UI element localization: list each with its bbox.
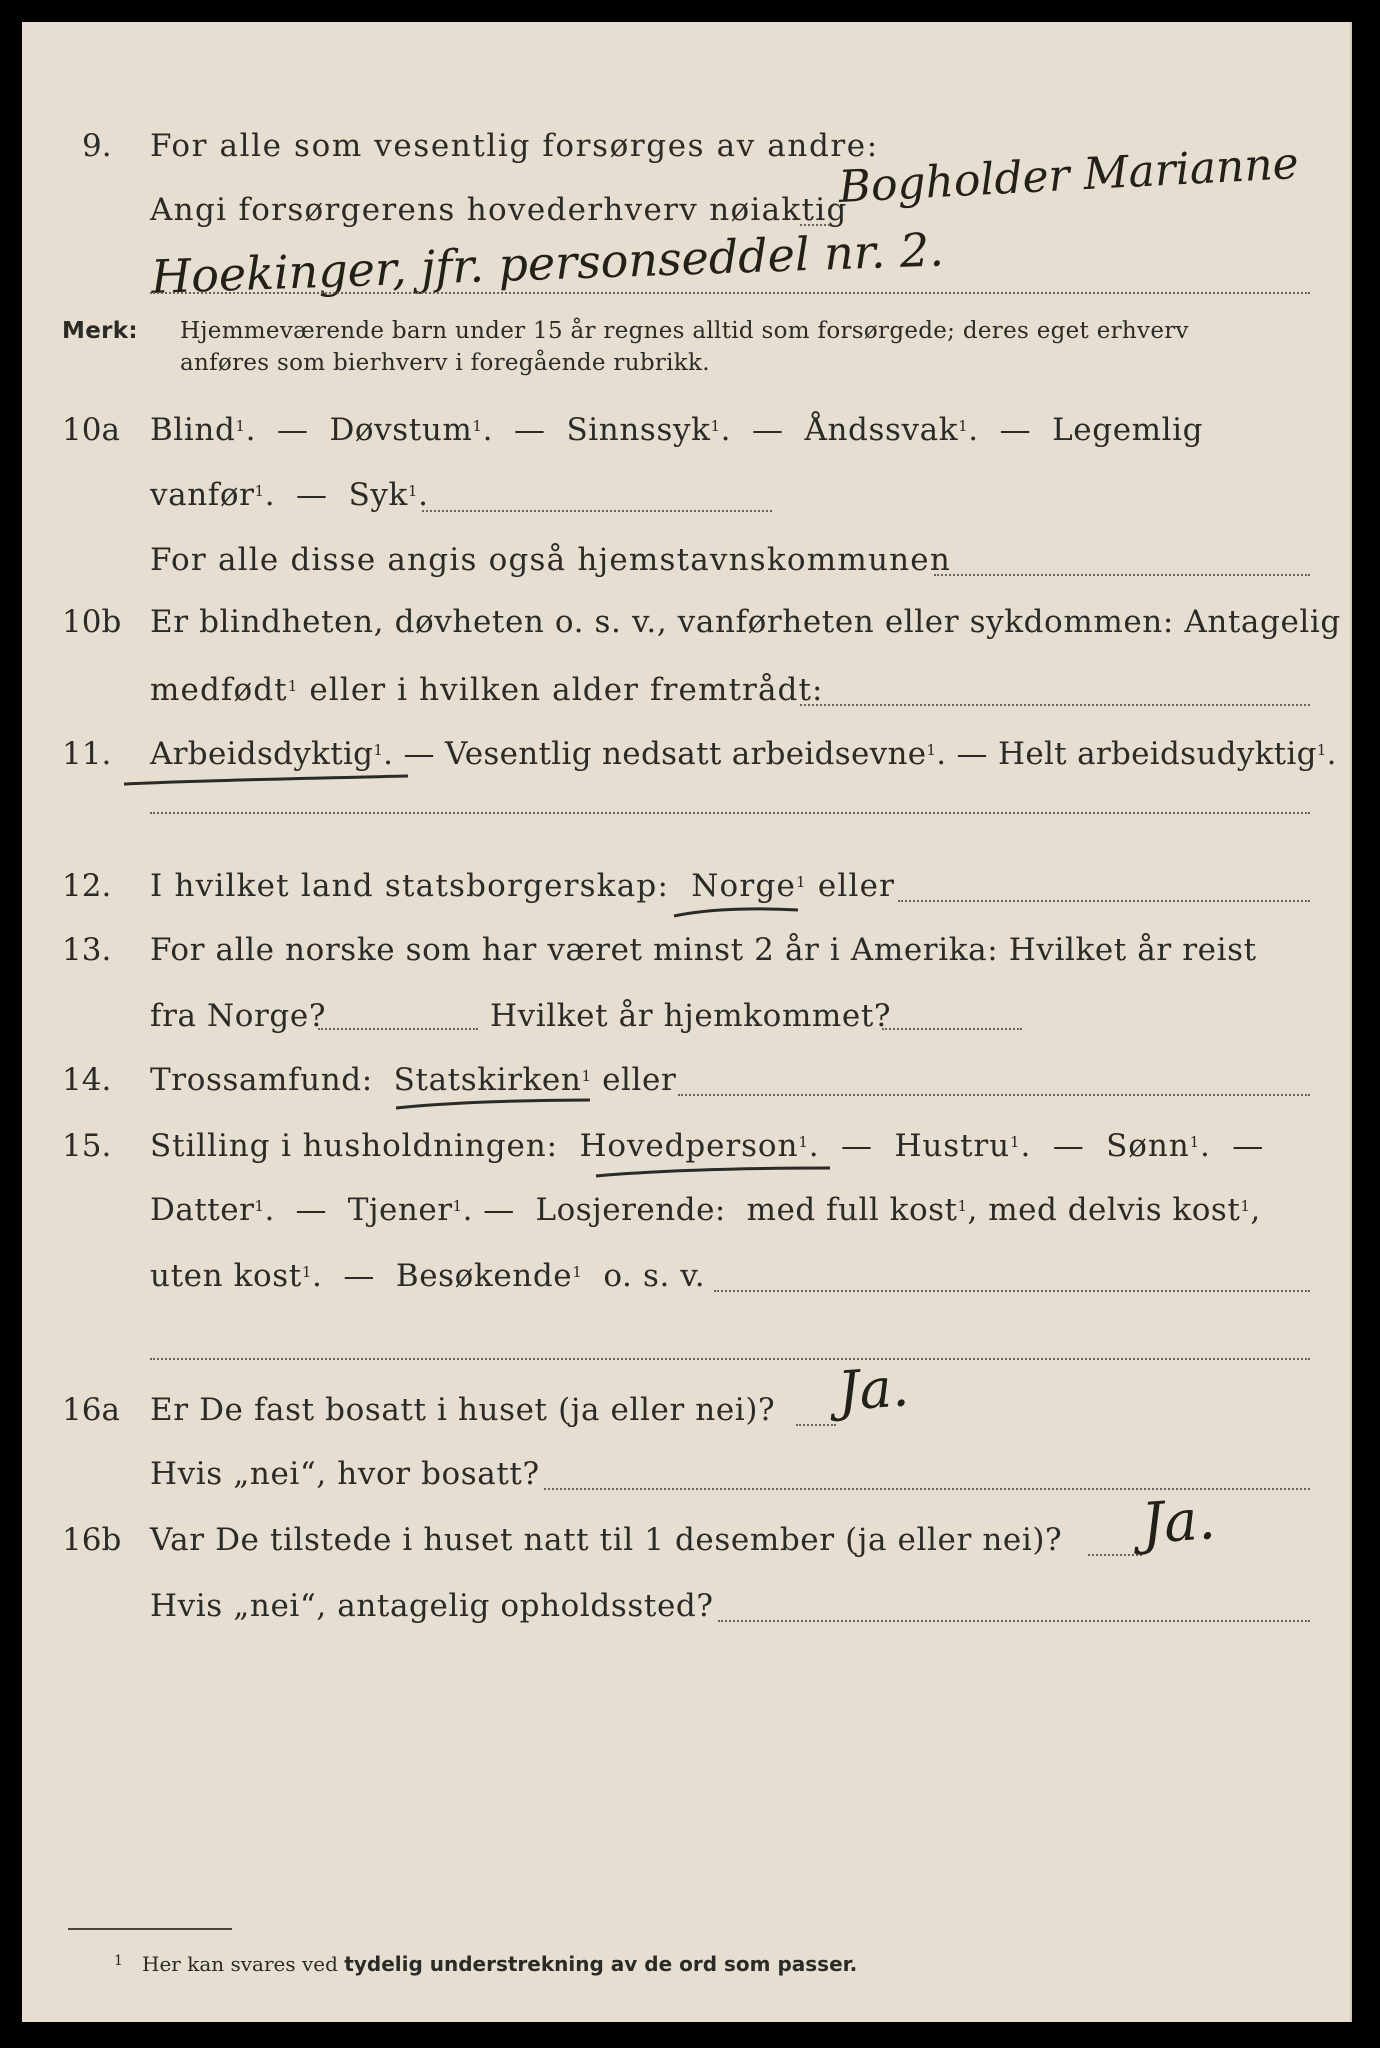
q10b-line2: medfødt$^1$ eller i hvilken alder fremtrådt: xyxy=(150,672,824,708)
q16b-number: 16b xyxy=(62,1522,122,1558)
q16a-number: 16a xyxy=(62,1392,120,1428)
q13-fill-line-2 xyxy=(882,1028,1022,1030)
merk-line1: Hjemmeværende barn under 15 år regnes alltid som forsørgede; deres eget erhverv xyxy=(180,318,1189,344)
q13-line2a: fra Norge? xyxy=(150,998,327,1034)
q16a-line1: Er De fast bosatt i huset (ja eller nei)? xyxy=(150,1392,776,1428)
footnote: $^1$ Her kan svares ved tydelig understrekning av de ord som passer. xyxy=(114,1952,858,1976)
q11-fill-line xyxy=(150,812,1310,814)
q10b-fill-line xyxy=(800,704,1310,706)
q16b-line2: Hvis „nei“, antagelig opholdssted? xyxy=(150,1588,714,1624)
q15-line2: Datter$^1$. — Tjener$^1$. — Losjerende: med full kost$^1$, med delvis kost$^1$, xyxy=(150,1192,1261,1228)
q16b-line1: Var De tilstede i huset natt til 1 desember (ja eller nei)? xyxy=(150,1522,1063,1558)
q16a-fill-line-1 xyxy=(796,1424,836,1426)
form-page xyxy=(22,22,1352,2022)
footnote-rule xyxy=(68,1928,232,1930)
q10a-fill-line-1 xyxy=(422,510,772,512)
q16a-line2: Hvis „nei“, hvor bosatt? xyxy=(150,1456,540,1492)
q15-underline-mark xyxy=(594,1160,834,1184)
q10a-line2: vanfør$^1$. — Syk$^1$. xyxy=(150,477,429,513)
q10a-fill-line-2 xyxy=(934,574,1310,576)
q15-fill-line-2 xyxy=(150,1358,1310,1360)
q9-fill-line-2 xyxy=(150,292,1310,294)
q15-line3: uten kost$^1$. — Besøkende$^1$ o. s. v. xyxy=(150,1258,706,1294)
q15-line1: Stilling i husholdningen: Hovedperson$^1$. — Hustru$^1$. — Sønn$^1$. — xyxy=(150,1128,1265,1164)
merk-label: Merk: xyxy=(62,318,138,344)
q10b-line1: Er blindheten, døvheten o. s. v., vanførheten eller sykdommen: Antagelig xyxy=(150,604,1341,640)
q16b-handwritten-answer: Ja. xyxy=(1139,1487,1218,1557)
q9-handwriting-1: Bogholder Marianne xyxy=(837,137,1300,213)
q13-line1: For alle norske som har været minst 2 år i Amerika: Hvilket år reist xyxy=(150,932,1257,968)
q15-number: 15. xyxy=(62,1128,112,1164)
q12-line: I hvilket land statsborgerskap: Norge$^1$ eller xyxy=(150,868,896,904)
q15-fill-line-1 xyxy=(714,1290,1310,1292)
q10a-number: 10a xyxy=(62,412,120,448)
q11-number: 11. xyxy=(62,736,112,772)
q9-number: 9. xyxy=(82,128,112,164)
q14-underline-mark xyxy=(394,1094,594,1114)
q14-fill-line xyxy=(678,1094,1310,1096)
q14-line: Trossamfund: Statskirken$^1$ eller xyxy=(150,1062,677,1098)
q10a-line1: Blind$^1$. — Døvstum$^1$. — Sinnssyk$^1$. — Åndssvak$^1$. — Legemlig xyxy=(150,412,1204,448)
q12-fill-line xyxy=(898,900,1310,902)
q13-number: 13. xyxy=(62,932,112,968)
q16b-fill-line-2 xyxy=(718,1620,1310,1622)
q10b-number: 10b xyxy=(62,604,122,640)
q10a-line3: For alle disse angis også hjemstavnskommunen xyxy=(150,542,951,578)
q16a-handwritten-answer: Ja. xyxy=(835,1355,911,1423)
q12-underline-mark xyxy=(672,902,802,922)
q16b-fill-line-1 xyxy=(1088,1554,1142,1556)
q9-handwriting-2: Hoekinger, jfr. personseddel nr. 2. xyxy=(150,222,945,304)
q9-line1: For alle som vesentlig forsørges av andre: xyxy=(150,128,879,164)
merk-line2: anføres som bierhverv i foregående rubrikk. xyxy=(180,350,710,376)
q11-line: Arbeidsdyktig$^1$. — Vesentlig nedsatt arbeidsevne$^1$. — Helt arbeidsudyktig$^1$. xyxy=(150,736,1337,772)
q11-underline-mark xyxy=(122,772,412,792)
q9-line2: Angi forsørgerens hovederhverv nøiaktig xyxy=(150,192,848,228)
q14-number: 14. xyxy=(62,1062,112,1098)
q12-number: 12. xyxy=(62,868,112,904)
q13-line2b: Hvilket år hjemkommet? xyxy=(490,998,892,1034)
q13-fill-line-1 xyxy=(318,1028,478,1030)
